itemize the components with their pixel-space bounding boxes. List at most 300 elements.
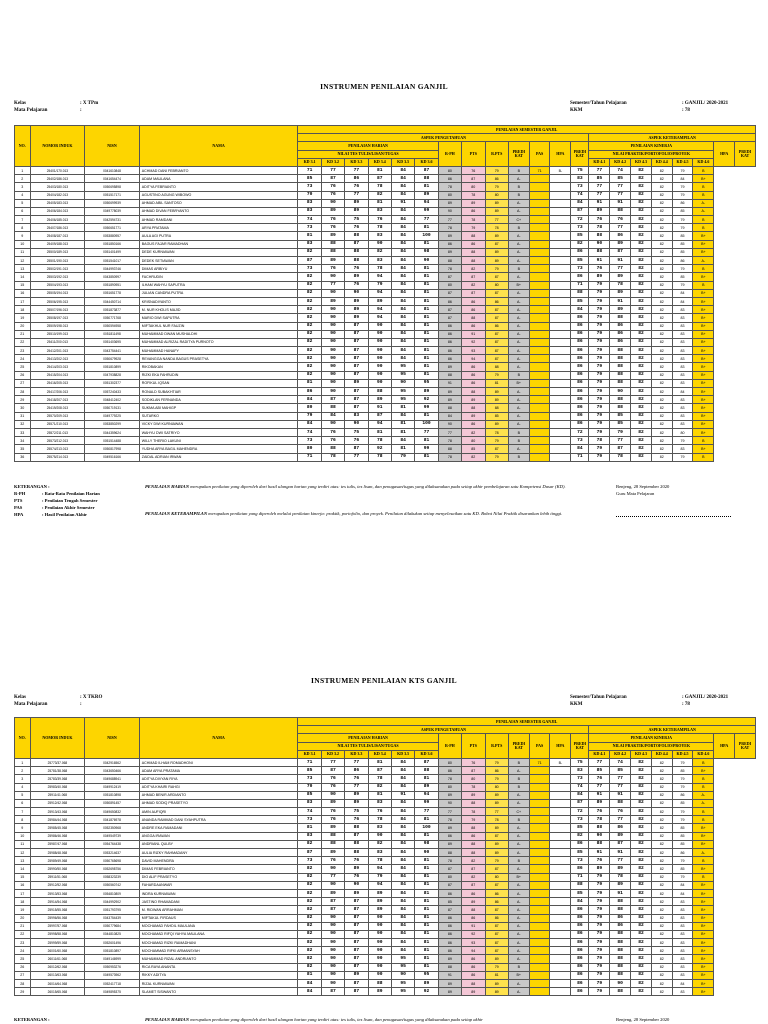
table-cell: 83 <box>298 240 321 248</box>
table-cell: ANANDA RAMMAD DANI SYAHPUTRA <box>139 816 298 824</box>
table-cell: 91 <box>589 199 610 207</box>
table-cell: 82 <box>462 857 485 865</box>
table-cell: 82 <box>631 166 652 174</box>
table-cell: 86 <box>298 388 321 396</box>
table-cell: B+ <box>693 889 714 897</box>
table-cell: A- <box>508 338 529 346</box>
table-cell: 79 <box>485 963 508 971</box>
table-cell: 84 <box>571 199 589 207</box>
table-cell: 0049779225 <box>85 412 140 420</box>
table-cell: 84 <box>391 437 414 445</box>
table-cell: 82 <box>631 191 652 199</box>
table-cell: 87 <box>345 363 368 371</box>
table-cell: 87 <box>321 175 344 183</box>
harian-note-text-2: merupakan penilaian yang diperoleh dari hasil ulangan harian yang terdiri atas: tes tulis, tes lisan, dan penugasan/tugas yang dilaksanakan pada setiap akhir <box>189 1017 483 1022</box>
table-cell: B+ <box>693 330 714 338</box>
table-cell: 8 <box>15 224 31 232</box>
table-cell <box>550 371 571 379</box>
table-cell: 79 <box>589 281 610 289</box>
table-cell: 82 <box>631 428 652 436</box>
table-cell: 84 <box>391 799 414 807</box>
table-cell: 76 <box>345 183 368 191</box>
table-cell: 87 <box>485 347 508 355</box>
table-cell: A- <box>508 314 529 322</box>
table-cell: 81 <box>415 240 438 248</box>
table-cell: 79 <box>589 898 610 906</box>
table-cell: 89 <box>589 207 610 215</box>
table-cell: 85 <box>571 889 589 897</box>
table-cell: 84 <box>298 988 321 996</box>
table-cell: 89 <box>485 824 508 832</box>
table-cell: 27 <box>15 971 31 979</box>
table-cell: 76 <box>321 816 344 824</box>
table-cell: 91 <box>610 889 631 897</box>
table-cell: 85 <box>589 767 610 775</box>
table-cell: 82 <box>298 289 321 297</box>
table-cell: 90 <box>321 865 344 873</box>
table-cell: 25419/208.013 <box>30 404 85 412</box>
table-cell: 83 <box>672 420 693 428</box>
table-cell: A- <box>508 955 529 963</box>
table-cell: KRISNADIYANTO <box>139 297 298 305</box>
table-cell: RIKKY ADITYA <box>139 971 298 979</box>
table-cell <box>550 453 571 461</box>
table-cell: 88 <box>462 980 485 988</box>
table-cell: 84 <box>391 240 414 248</box>
table-cell: B+ <box>693 314 714 322</box>
table-cell: 81 <box>415 355 438 363</box>
table-cell: B <box>508 857 529 865</box>
table-cell <box>529 947 550 955</box>
page-2 <box>0 672 768 1024</box>
table-cell: 87 <box>345 980 368 988</box>
table-cell: A- <box>508 412 529 420</box>
table-cell: 82 <box>651 799 672 807</box>
table-cell: 24 <box>15 355 31 363</box>
table-cell: 79 <box>589 420 610 428</box>
table-cell: A- <box>508 199 529 207</box>
table-cell: 89 <box>345 199 368 207</box>
table-cell: 89 <box>462 396 485 404</box>
table-cell: 81 <box>415 898 438 906</box>
table-cell: B+ <box>508 971 529 979</box>
table-cell: 79 <box>589 297 610 305</box>
table-cell: 90 <box>321 388 344 396</box>
table-cell: 89 <box>321 297 344 305</box>
table-cell: 11 <box>15 840 31 848</box>
table-cell: 87 <box>462 273 485 281</box>
table-cell: 73 <box>298 183 321 191</box>
table-cell: 74 <box>298 216 321 224</box>
table-row <box>15 758 756 766</box>
table-cell: 84 <box>391 347 414 355</box>
table-cell: 84 <box>571 791 589 799</box>
table-cell: 0049516166 <box>85 453 140 461</box>
table-cell: 83 <box>672 445 693 453</box>
table-cell: 0042916562 <box>85 758 140 766</box>
table-cell: 85 <box>589 175 610 183</box>
table-cell: 84 <box>391 775 414 783</box>
table-cell: 0053214637 <box>85 849 140 857</box>
table-cell: RICA RAYA ANANTA <box>139 963 298 971</box>
table-cell: A- <box>508 947 529 955</box>
table-cell: INDRA KURNIAWAN <box>139 889 298 897</box>
table-cell: 87 <box>438 314 461 322</box>
table-cell <box>550 412 571 420</box>
table-cell: 78 <box>438 183 461 191</box>
table-cell: 91 <box>589 257 610 265</box>
table-cell: 84 <box>391 207 414 215</box>
table-cell: 25402/186.013 <box>30 175 85 183</box>
table-cell: 92 <box>368 445 391 453</box>
table-cell: 90 <box>368 322 391 330</box>
table-cell: 83 <box>571 767 589 775</box>
table-cell <box>529 265 550 273</box>
table-cell: 89 <box>415 783 438 791</box>
table-cell: 82 <box>368 783 391 791</box>
table-cell: 87 <box>415 166 438 174</box>
table-cell: 86 <box>571 963 589 971</box>
table-cell: 79 <box>672 265 693 273</box>
table-cell: 90 <box>368 922 391 930</box>
table-cell: 89 <box>438 232 461 240</box>
table-cell: 82 <box>651 898 672 906</box>
table-cell: 90 <box>321 420 344 428</box>
table-cell: 12 <box>15 257 31 265</box>
table-cell: 79 <box>485 183 508 191</box>
table-cell: 84 <box>391 906 414 914</box>
table-cell: 85 <box>672 840 693 848</box>
table-cell: 86 <box>462 306 485 314</box>
table-cell: 86 <box>438 322 461 330</box>
table-cell: MARIO DWI SAPUTRA <box>139 314 298 322</box>
table-cell: 84 <box>391 824 414 832</box>
table-cell: 82 <box>651 988 672 996</box>
table-cell: 78 <box>485 428 508 436</box>
table-cell <box>529 379 550 387</box>
table-cell: 82 <box>631 396 652 404</box>
table-cell: 87 <box>345 371 368 379</box>
table-cell: 74 <box>610 758 631 766</box>
table-cell: 79 <box>298 412 321 420</box>
table-cell: 79 <box>589 355 610 363</box>
table-cell: ROFIKUL IQSAN <box>139 379 298 387</box>
table-cell: 87 <box>345 330 368 338</box>
table-cell: 80 <box>438 783 461 791</box>
table-cell: 82 <box>298 306 321 314</box>
table-cell: 87 <box>438 306 461 314</box>
table-cell: 78 <box>368 224 391 232</box>
table-cell: 89 <box>485 980 508 988</box>
table-cell: 82 <box>298 963 321 971</box>
table-cell: 84 <box>391 816 414 824</box>
header-kd: KD 3.6 <box>415 158 438 166</box>
table-cell: 25913/43.068 <box>30 808 85 816</box>
table-cell: 78 <box>462 216 485 224</box>
table-cell: 87 <box>298 257 321 265</box>
table-cell: 100 <box>415 824 438 832</box>
table-cell: 73 <box>298 857 321 865</box>
table-cell: 86 <box>438 939 461 947</box>
table-cell: 82 <box>651 363 672 371</box>
table-cell: 88 <box>415 767 438 775</box>
table-cell: 86 <box>438 767 461 775</box>
table-cell: 25411/200.013 <box>30 338 85 346</box>
table-cell: 78 <box>438 816 461 824</box>
table-cell: 91 <box>391 791 414 799</box>
table-cell: 82 <box>571 240 589 248</box>
table-cell: 84 <box>672 289 693 297</box>
table-cell: 31 <box>15 412 31 420</box>
table-cell: 90 <box>321 791 344 799</box>
table-cell: A- <box>508 207 529 215</box>
header-aspek-pengetahuan: ASPEK PENGETAHUAN <box>298 726 589 734</box>
table-cell: 87 <box>345 388 368 396</box>
table-cell: 88 <box>462 248 485 256</box>
table-cell: ADAM ARYA PRATAMA <box>139 767 298 775</box>
table-cell: 81 <box>415 963 438 971</box>
table-cell <box>550 428 571 436</box>
table-cell: 91 <box>368 404 391 412</box>
table-cell <box>550 248 571 256</box>
table-cell: 83 <box>672 371 693 379</box>
table-cell: 83 <box>368 257 391 265</box>
table-cell: 84 <box>391 930 414 938</box>
table-cell: 0050679928 <box>85 355 140 363</box>
header-kd: KD 4.4 <box>651 158 672 166</box>
table-cell: 87 <box>368 767 391 775</box>
table-cell: 78 <box>368 437 391 445</box>
table-cell: 25912/42.068 <box>30 799 85 807</box>
table-cell: 79 <box>368 281 391 289</box>
table-cell: 81 <box>391 445 414 453</box>
table-cell: 95 <box>391 388 414 396</box>
header-no: NO. <box>15 718 31 759</box>
table-cell: 90 <box>321 330 344 338</box>
table-cell: 82 <box>462 873 485 881</box>
table-cell: 82 <box>631 363 652 371</box>
table-cell: 88 <box>610 939 631 947</box>
table-cell: 86 <box>462 832 485 840</box>
table-cell: 84 <box>391 330 414 338</box>
table-cell: 87 <box>462 865 485 873</box>
legend-item <box>14 504 100 511</box>
table-cell: 85 <box>672 248 693 256</box>
table-cell <box>529 783 550 791</box>
table-cell: B <box>693 775 714 783</box>
table-cell: B+ <box>693 175 714 183</box>
header-kd: KD 3.1 <box>298 158 321 166</box>
table-cell: B+ <box>693 297 714 305</box>
table-cell: 85 <box>571 257 589 265</box>
table-cell: 76 <box>589 265 610 273</box>
table-cell: 82 <box>571 832 589 840</box>
table-cell: 84 <box>391 767 414 775</box>
table-row <box>15 166 756 174</box>
table-cell: 89 <box>345 314 368 322</box>
table-cell: 9 <box>15 824 31 832</box>
table-cell: 82 <box>631 955 652 963</box>
table-cell: 82 <box>631 799 652 807</box>
table-row <box>15 183 756 191</box>
table-cell: 25503/192.013 <box>30 273 85 281</box>
legend-code: PTS <box>14 498 23 503</box>
table-cell: 82 <box>631 775 652 783</box>
table-cell: A- <box>508 898 529 906</box>
table-cell: B+ <box>693 420 714 428</box>
table-cell: 86 <box>610 322 631 330</box>
header-kd: KD 3.4 <box>368 158 391 166</box>
table-cell: 86 <box>485 175 508 183</box>
table-cell: 87 <box>438 273 461 281</box>
table-cell: B <box>693 183 714 191</box>
table-cell: 25508/197.013 <box>30 314 85 322</box>
table-cell: 89 <box>485 840 508 848</box>
table-cell: 83 <box>571 175 589 183</box>
table-cell: 88 <box>589 824 610 832</box>
table-cell: 89 <box>438 791 461 799</box>
table-cell: 86 <box>571 404 589 412</box>
table-cell: B+ <box>693 388 714 396</box>
table-row <box>15 914 756 922</box>
table-cell: 88 <box>610 799 631 807</box>
table-cell: 86 <box>571 322 589 330</box>
table-cell: 84 <box>391 840 414 848</box>
table-cell <box>529 273 550 281</box>
table-cell: 73 <box>571 857 589 865</box>
table-cell: 81 <box>415 322 438 330</box>
table-cell: 88 <box>345 824 368 832</box>
table-cell: 76 <box>589 775 610 783</box>
table-cell: 77 <box>589 758 610 766</box>
table-cell: 89 <box>438 980 461 988</box>
kelas-label: Kelas <box>14 695 26 700</box>
table-cell: 25401/170.013 <box>30 166 85 174</box>
table-cell: 87 <box>415 758 438 766</box>
table-cell: 88 <box>462 849 485 857</box>
table-cell <box>529 437 550 445</box>
table-cell: 84 <box>571 445 589 453</box>
table-cell: 86 <box>438 889 461 897</box>
table-cell: 82 <box>631 971 652 979</box>
table-cell: 90 <box>321 379 344 387</box>
table-cell <box>529 824 550 832</box>
table-cell: 76 <box>321 191 344 199</box>
table-cell: 84 <box>298 980 321 988</box>
table-cell: 81 <box>415 922 438 930</box>
table-row <box>15 881 756 889</box>
table-row <box>15 347 756 355</box>
table-cell: 81 <box>415 297 438 305</box>
table-cell: 25913/53.068 <box>30 889 85 897</box>
table-cell: 77 <box>589 191 610 199</box>
table-cell: 86 <box>571 379 589 387</box>
table-cell: 75 <box>345 216 368 224</box>
table-cell: 82 <box>631 199 652 207</box>
table-cell: 79 <box>485 758 508 766</box>
table-cell: 87 <box>485 930 508 938</box>
table-cell: 25504/193.013 <box>30 281 85 289</box>
table-cell: B <box>693 808 714 816</box>
header-nomor-induk: NOMOR INDUK <box>30 126 85 167</box>
table-cell: RIKOBAKAN <box>139 363 298 371</box>
table-cell: 82 <box>631 824 652 832</box>
table-cell: 78 <box>438 265 461 273</box>
table-cell <box>529 371 550 379</box>
table-cell: 88 <box>610 314 631 322</box>
table-cell <box>550 808 571 816</box>
table-row <box>15 955 756 963</box>
header-hpa: HPA <box>550 142 571 167</box>
table-cell: 88 <box>462 388 485 396</box>
table-cell: 81 <box>391 420 414 428</box>
table-cell: 78 <box>368 183 391 191</box>
table-cell: 89 <box>368 297 391 305</box>
table-cell: A- <box>508 404 529 412</box>
table-cell: 81 <box>415 265 438 273</box>
table-cell: 89 <box>321 799 344 807</box>
table-cell: 81 <box>415 437 438 445</box>
header-semester: PENILAIAN SEMESTER GANJIL <box>298 126 756 134</box>
table-cell: 0053880957 <box>85 232 140 240</box>
page-title: INSTRUMEN PENILAIAN GANJIL <box>320 82 448 91</box>
table-cell: B+ <box>693 273 714 281</box>
table-cell <box>529 224 550 232</box>
table-cell: 86 <box>438 355 461 363</box>
table-row <box>15 939 756 947</box>
header-no: NO. <box>15 126 31 167</box>
table-cell: 86 <box>571 840 589 848</box>
table-cell: 86 <box>462 971 485 979</box>
table-cell: 15 <box>15 281 31 289</box>
table-cell: 82 <box>651 257 672 265</box>
header-kd: KD 3.3 <box>345 750 368 758</box>
table-cell: 16 <box>15 289 31 297</box>
table-cell: 77 <box>610 857 631 865</box>
table-cell <box>529 980 550 988</box>
table-cell: 82 <box>651 412 672 420</box>
table-cell: 89 <box>345 865 368 873</box>
table-cell: 89 <box>438 955 461 963</box>
table-cell: 82 <box>651 289 672 297</box>
table-cell: 80 <box>485 191 508 199</box>
table-cell: 87 <box>321 898 344 906</box>
table-cell: 82 <box>651 314 672 322</box>
legend-code: HPA <box>14 512 24 517</box>
table-cell: 89 <box>321 207 344 215</box>
table-cell: WILLY THERIO LAKUNI <box>139 437 298 445</box>
table-cell: 89 <box>485 955 508 963</box>
table-cell: DAVID MAHENDRA <box>139 857 298 865</box>
table-cell: 82 <box>631 808 652 816</box>
table-cell: 84 <box>571 306 589 314</box>
table-cell: 76 <box>462 166 485 174</box>
table-cell: 79 <box>589 388 610 396</box>
table-cell: 99 <box>415 799 438 807</box>
table-cell: 82 <box>631 314 652 322</box>
table-cell: 90 <box>610 388 631 396</box>
table-cell: 100 <box>415 420 438 428</box>
table-cell: 83 <box>672 898 693 906</box>
table-cell: BAGUS FAJAR RAMADHAN <box>139 240 298 248</box>
table-cell <box>550 783 571 791</box>
table-cell: 82 <box>298 248 321 256</box>
table-cell: 88 <box>485 363 508 371</box>
table-cell: 8 <box>15 816 31 824</box>
table-cell: 25783/39.068 <box>30 775 85 783</box>
table-cell: 90 <box>321 289 344 297</box>
table-cell: 84 <box>391 314 414 322</box>
